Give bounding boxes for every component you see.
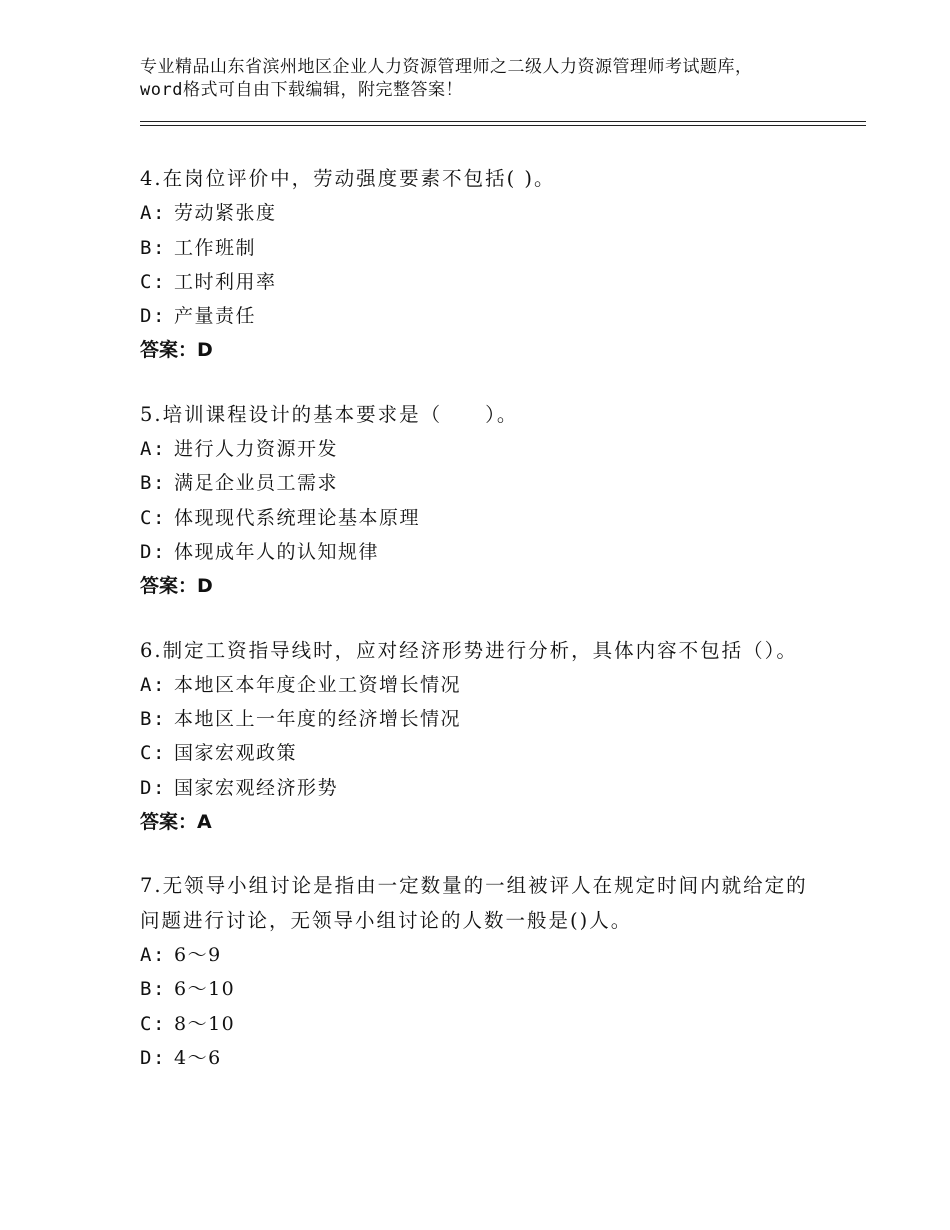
- header-divider-top: [140, 121, 866, 122]
- option-d: [140, 1041, 820, 1075]
- option-a: [140, 196, 820, 230]
- option-letter: A:: [140, 943, 166, 966]
- option-letter: C:: [140, 506, 166, 529]
- option-b: [140, 466, 820, 500]
- option-text: 体现成年人的认知规律: [174, 540, 380, 563]
- option-c: [140, 736, 820, 770]
- header-divider-bottom: [140, 125, 866, 126]
- option-letter: A:: [140, 673, 166, 696]
- option-text: 8～10: [174, 1012, 236, 1035]
- question-7: [140, 869, 820, 1075]
- option-text: 国家宏观经济形势: [174, 776, 339, 799]
- document-header: 专业精品山东省滨州地区企业人力资源管理师之二级人力资源管理师考试题库，word格式可自由下载编辑，附完整答案！: [140, 57, 753, 100]
- option-text: 本地区本年度企业工资增长情况: [174, 673, 462, 696]
- option-d: [140, 771, 820, 805]
- option-text: 4～6: [174, 1046, 222, 1069]
- option-text: 6～10: [174, 978, 236, 1001]
- option-text: 产量责任: [174, 305, 257, 328]
- answer-label: 答案：D: [140, 339, 213, 362]
- option-letter: A:: [140, 438, 166, 461]
- option-letter: B:: [140, 978, 166, 1001]
- option-a: [140, 938, 820, 972]
- option-a: [140, 432, 820, 466]
- option-d: [140, 299, 820, 333]
- option-text: 工时利用率: [174, 270, 277, 293]
- option-letter: D:: [140, 776, 166, 799]
- option-d: [140, 535, 820, 569]
- option-c: [140, 265, 820, 299]
- option-letter: B:: [140, 472, 166, 495]
- option-b: [140, 972, 820, 1006]
- question-list: [140, 162, 820, 1105]
- option-text: 体现现代系统理论基本原理: [174, 506, 421, 529]
- option-letter: D:: [140, 305, 166, 328]
- question-stem: 6.制定工资指导线时，应对经济形势进行分析，具体内容不包括（）。: [140, 638, 798, 662]
- answer-label: 答案：D: [140, 575, 213, 598]
- question-4: [140, 162, 820, 368]
- option-letter: D:: [140, 540, 166, 563]
- option-text: 工作班制: [174, 236, 257, 259]
- option-text: 国家宏观政策: [174, 742, 298, 765]
- option-b: [140, 231, 820, 265]
- option-letter: D:: [140, 1046, 166, 1069]
- option-letter: A:: [140, 202, 166, 225]
- option-text: 本地区上一年度的经济增长情况: [174, 708, 462, 731]
- option-a: [140, 668, 820, 702]
- option-text: 满足企业员工需求: [174, 472, 339, 495]
- option-b: [140, 702, 820, 736]
- option-letter: C:: [140, 1012, 166, 1035]
- answer-label: 答案：A: [140, 811, 212, 834]
- option-letter: C:: [140, 270, 166, 293]
- question-6: [140, 634, 820, 840]
- option-c: [140, 501, 820, 535]
- option-c: [140, 1007, 820, 1041]
- option-letter: B:: [140, 236, 166, 259]
- question-5: [140, 398, 820, 604]
- question-stem: 5.培训课程设计的基本要求是（ ）。: [140, 402, 519, 426]
- option-text: 劳动紧张度: [174, 202, 277, 225]
- option-text: 进行人力资源开发: [174, 438, 339, 461]
- question-stem: 7.无领导小组讨论是指由一定数量的一组被评人在规定时间内就给定的问题进行讨论，无领导小组讨论的人数一般是()人。: [140, 874, 808, 932]
- option-text: 6～9: [174, 943, 222, 966]
- question-stem: 4.在岗位评价中，劳动强度要素不包括( )。: [140, 167, 556, 190]
- option-letter: C:: [140, 742, 166, 765]
- option-letter: B:: [140, 708, 166, 731]
